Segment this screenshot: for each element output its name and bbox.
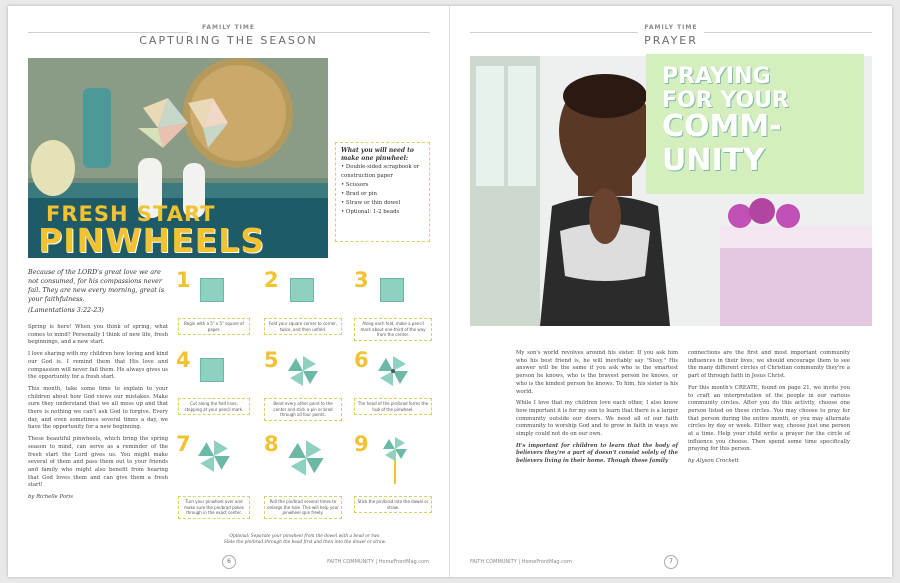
step-number: 5 — [264, 348, 279, 372]
paragraph: For this month's CREATE, found on page 21, we invite you to craft an interpretation of the people in our various community circles. After you do this activity, choose one person listed on these circles. You may choose to pray for that person during the entire month, or you may alternate circles by day or week. Either way, choose just one person at a time. Help your child write a prayer for the circle of influence you choose. Then spend some time specifically praying for this person. — [688, 384, 850, 453]
magazine-spread — [8, 6, 892, 577]
headline-line-1: FRESH START — [46, 202, 216, 226]
step-caption: Bend every other point to the center and stick a pin or brad through all four points. — [264, 398, 342, 421]
paragraph: These beautiful pinwheels, which bring the spring season to mind, can serve as a reminder of the fresh start the Lord gives us. You might make several of them and pass them out to your friends and family who might also benefit from hearing that God loves them and can give them a fresh start! — [28, 436, 168, 489]
section-kicker: FAMILY TIME — [202, 24, 255, 31]
step-number: 4 — [176, 348, 191, 372]
step-number: 1 — [176, 268, 191, 292]
pinwheel-step-illustration — [376, 354, 410, 388]
step-illustration — [380, 278, 404, 302]
page-footer: FAITH COMMUNITY | HomeFrontMag.com — [470, 559, 572, 565]
article-column-1 — [516, 350, 678, 470]
page-number: 7 — [664, 555, 678, 569]
step-caption: Fold your square corner to corner, twice, and then unfold. — [264, 318, 342, 335]
article-body — [28, 324, 168, 506]
headline-line: FOR YOUR — [662, 88, 789, 113]
scripture-reference: (Lamentations 3:22-23) — [28, 306, 104, 314]
headline-line: COMM- — [662, 109, 782, 144]
paragraph: This month, take some time to explain to your children about how God views our mistakes. Make sure they understand that we all mess up and that there is nothing we can't ask God to forgive. Every day, and even sometimes several times a day, we have the opportunity for a new beginning. — [28, 385, 168, 431]
byline: by Richelle Poris — [28, 494, 73, 501]
step-caption: Roll the pin/brad several times to enlarge the hole. This will help your pinwheel spin freely. — [264, 496, 342, 519]
material-item: • Scissors — [341, 182, 369, 188]
paragraph: connections are the first and most important community influences in their lives, we should encourage them to see the many different circles of Christian community they're a part of through faith in Jesus Christ. — [688, 350, 850, 380]
step-caption: Turn your pinwheel over and make sure the pin/brad pokes through in the exact center. — [178, 496, 250, 519]
optional-note-line: Optional: Separate your pinwheel from the dowel with a bead or two. — [229, 534, 381, 539]
paragraph: My son's world revolves around his sister. If you ask him who his best friend is, he will inevitably say "Sissy." His answer will be the same if you ask who is the smartest person he knows, who is the bravest person he knows, or who is the kindest person he knows. To him, his sister is his world. — [516, 350, 678, 395]
material-item: • Optional: 1-2 beads — [341, 209, 400, 215]
header-rule — [704, 32, 872, 33]
page-title: CAPTURING THE SEASON — [139, 34, 318, 47]
material-item: • Brad or pin — [341, 191, 377, 197]
page-number: 6 — [222, 555, 236, 569]
material-item: • Straw or thin dowel — [341, 200, 401, 206]
article-column-2 — [688, 350, 850, 470]
header-rule — [28, 32, 188, 33]
step-number: 8 — [264, 432, 279, 456]
step-caption: Stick the pin/brad into the dowel or straw. — [354, 496, 432, 513]
headline-line: UNITY — [662, 143, 765, 178]
header-rule — [470, 32, 638, 33]
step-caption: Cut along the fold lines, stopping at your pencil mark. — [178, 398, 250, 415]
materials-title: What you will need to make one pinwheel: — [341, 147, 414, 162]
materials-box — [335, 142, 430, 242]
pinwheel-step-illustration — [286, 354, 320, 388]
step-illustration — [290, 278, 314, 302]
headline-line: PRAYING — [662, 64, 771, 89]
step-caption: Along each fold, make a pencil mark about one-third of the way from the center. — [354, 318, 432, 341]
scripture-intro — [28, 268, 168, 315]
step-number: 2 — [264, 268, 279, 292]
headline-line-2: PINWHEELS — [38, 221, 265, 260]
pinwheel-step-illustration — [286, 438, 326, 478]
left-page — [8, 6, 450, 577]
paragraph: I love sharing with my children how loving and kind our God is. I remind them that His love and compassion will never fail them. He always gives us the opportunity for a fresh start. — [28, 351, 168, 381]
header-rule — [270, 32, 430, 33]
prayer-headline-panel — [646, 54, 864, 194]
step-illustration — [200, 358, 224, 382]
step-number: 3 — [354, 268, 369, 292]
step-number: 7 — [176, 432, 191, 456]
section-kicker: FAMILY TIME — [644, 24, 698, 31]
step-caption: The head of the pin/brad forms the hub of the pinwheel. — [354, 398, 432, 415]
page-title: PRAYER — [644, 34, 698, 47]
step-number: 6 — [354, 348, 369, 372]
step-number: 9 — [354, 432, 369, 456]
page-footer: FAITH COMMUNITY | HomeFrontMag.com — [327, 559, 429, 565]
paragraph: It's important for children to learn that the body of believers they're a part of doesn't consist solely of the believers living in their home. Though these family — [516, 442, 678, 465]
pinwheel-step-illustration — [196, 438, 232, 474]
step-caption: Begin with a 5" x 5" square of paper. — [178, 318, 250, 335]
byline: by Alyson Crockett — [688, 458, 739, 465]
optional-note-line: Slide the pin/brad through the bead first and then into the dowel or straw. — [223, 540, 387, 545]
scripture-text: Because of the LORD's great love we are not consumed, for his compassions never fail. They are new every morning, great is your faithfulness. — [28, 268, 165, 303]
right-page — [450, 6, 892, 577]
step-illustration — [200, 278, 224, 302]
paragraph: Spring is here! When you think of spring, what comes to mind? Personally I think of new life, fresh beginnings, and a new start. — [28, 324, 168, 346]
material-item: • Double-sided scrapbook or construction paper — [341, 164, 420, 179]
paragraph: While I love that my children love each other, I also know how important it is for my son to learn that there is a larger community outside our doors. We need all of our faith community to worship God and to grow in faith in ways we simply could not do on our own. — [516, 400, 678, 438]
pinwheel-on-stick-illustration — [380, 434, 410, 484]
optional-note — [178, 534, 432, 546]
